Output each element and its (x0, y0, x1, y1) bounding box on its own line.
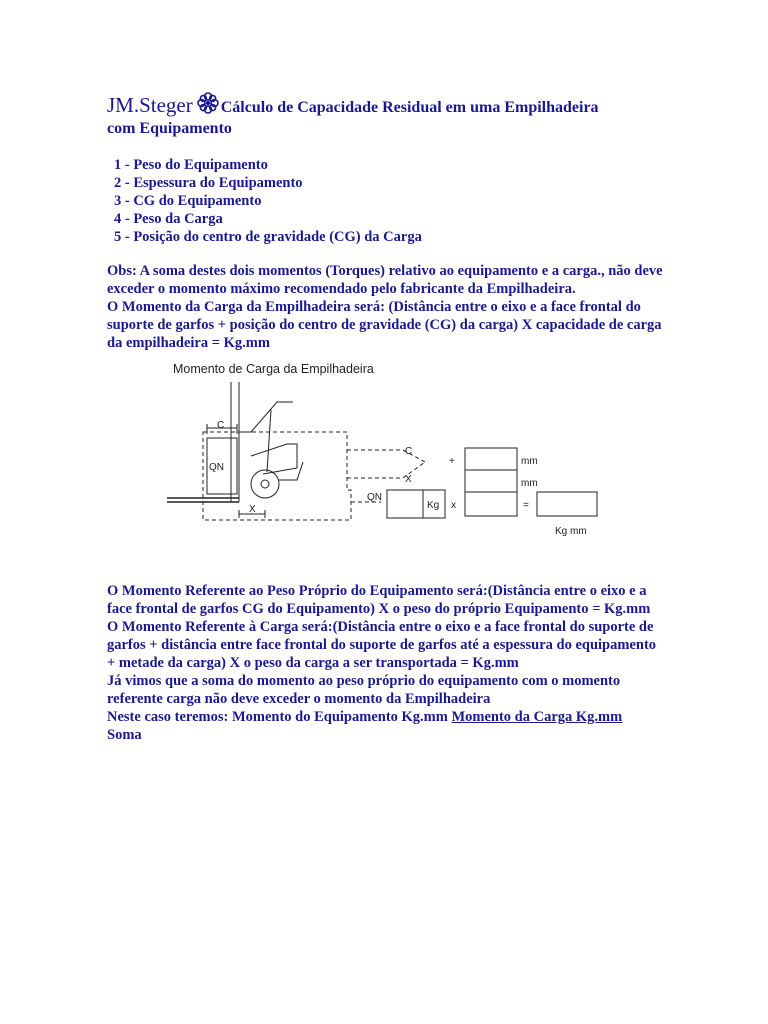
neste-caso-paragraph (107, 708, 667, 726)
list-item: 4 - Peso da Carga (114, 211, 223, 227)
list-item: 5 - Posição do centro de gravidade (CG) da Carga (114, 229, 422, 245)
soma-text: Soma (107, 727, 142, 743)
list-item: 1 - Peso do Equipamento (114, 157, 268, 173)
label-qn2: QN (367, 492, 382, 503)
label-c2: C (405, 446, 413, 457)
label-mm-1: mm (521, 456, 538, 467)
title-part-1: Cálculo de Capacidade Residual em uma Empilhadeira (220, 99, 599, 116)
label-times: x (451, 500, 456, 511)
neste-caso-text: Neste caso teremos: Momento do Equipamento Kg.mm (107, 709, 452, 725)
label-kg: Kg (427, 500, 440, 511)
ja-vimos-paragraph: Já vimos que a soma do momento ao peso próprio do equipamento com o momento referente carga não deve exceder o momento da Empilhadeira (107, 673, 621, 707)
label-mm-2: mm (521, 478, 538, 489)
label-x: X (249, 504, 256, 515)
obs-paragraph: Obs: A soma destes dois momentos (Torques) relativo ao equipamento e a carga., não deve exceder o momento máximo recomendado pelo fabricante da Empilhadeira. (107, 263, 663, 297)
label-kgmm: Kg mm (555, 526, 587, 537)
forklift-diagram-drawing (167, 362, 607, 552)
document-page (107, 92, 667, 744)
label-equals: = (523, 500, 529, 511)
label-plus: + (449, 456, 455, 467)
item-list (107, 156, 667, 246)
brand-name: JM.Steger (107, 93, 193, 117)
momento-referente-carga-paragraph: O Momento Referente à Carga será:(Distância entre o eixo e a face frontal do suporte de garfos + distância entre face frontal do suporte de garfos até a espessura do equipamento + metade da carga) X o peso da carga a ser transportada = Kg.mm (107, 619, 657, 671)
momento-carga-link[interactable]: Momento da Carga Kg.mm (451, 709, 623, 725)
label-c: C (217, 420, 225, 431)
label-x2: X (405, 474, 412, 485)
momento-peso-paragraph: O Momento Referente ao Peso Próprio do Equipamento será:(Distância entre o eixo e a face frontal de garfos CG do Equipamento) X o peso do próprio Equipamento = Kg.mm (107, 583, 651, 617)
title-part-2: com Equipamento (107, 120, 232, 137)
momento-carga-paragraph: O Momento da Carga da Empilhadeira será: (Distância entre o eixo e a face frontal do suporte de garfos + posição do centro de gravidade (CG) da carga) X capacidade de carga da empilhadeira = Kg.mm (107, 299, 662, 351)
list-item: 3 - CG do Equipamento (114, 193, 262, 209)
document-title (107, 92, 667, 139)
list-item: 2 - Espessura do Equipamento (114, 175, 303, 191)
flower-icon (197, 92, 219, 114)
bottom-section (107, 582, 667, 744)
forklift-diagram (167, 362, 607, 552)
label-qn: QN (209, 462, 224, 473)
figure-title: Momento de Carga da Empilhadeira (173, 362, 374, 376)
